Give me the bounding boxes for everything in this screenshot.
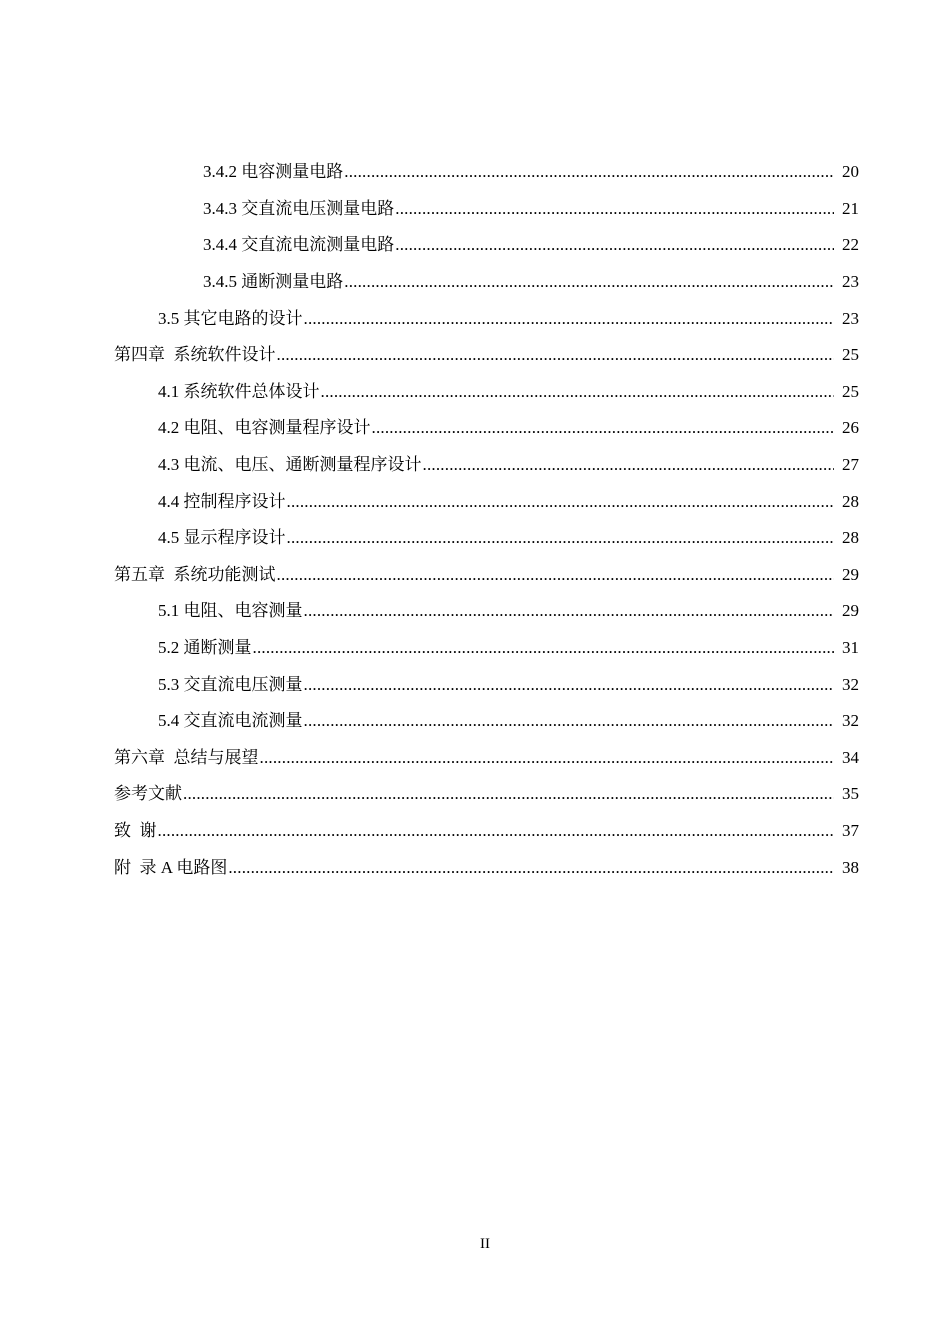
toc-entry-page-number: 31 [842,638,859,658]
toc-entry[interactable] [0,154,950,191]
toc-entry-page-number: 34 [842,747,859,767]
toc-entry-page-number: 21 [842,198,859,218]
toc-entry-title: 3.4.4 交直流电流测量电路 [203,235,395,255]
toc-entry-title: 第六章 总结与展望 [114,747,259,767]
toc-dot-leader [287,492,835,512]
toc-dot-leader [183,784,834,804]
toc-entry-title: 5.2 通断测量 [158,638,252,658]
toc-entry-title: 致 谢 [114,820,157,840]
toc-dot-leader [423,455,835,475]
toc-entry-page-number: 32 [842,711,859,731]
toc-dot-leader [228,858,834,878]
toc-entry[interactable] [0,227,950,264]
toc-dot-leader [395,235,834,255]
toc-entry-title: 3.4.2 电容测量电路 [203,162,344,182]
toc-entry-page-number: 37 [842,820,859,840]
toc-entry-page-number: 35 [842,784,859,804]
toc-entry[interactable] [0,666,950,703]
toc-chapter-entry[interactable] [0,557,950,594]
toc-entry[interactable] [0,191,950,228]
toc-dot-leader [277,565,835,585]
toc-dot-leader [253,638,835,658]
toc-dot-leader [344,162,834,182]
toc-entry-page-number: 29 [842,601,859,621]
toc-entry[interactable] [0,410,950,447]
toc-entry-title: 4.5 显示程序设计 [158,528,286,548]
toc-entry[interactable] [0,483,950,520]
toc-chapter-entry[interactable] [0,337,950,374]
table-of-contents [0,154,950,886]
toc-entry[interactable] [0,703,950,740]
toc-entry[interactable] [0,264,950,301]
toc-entry-page-number: 23 [842,308,859,328]
toc-entry-title: 5.4 交直流电流测量 [158,711,303,731]
toc-entry-page-number: 25 [842,381,859,401]
toc-chapter-entry[interactable] [0,813,950,850]
toc-entry-page-number: 27 [842,455,859,475]
toc-dot-leader [260,748,835,768]
toc-entry-title: 第四章 系统软件设计 [114,345,276,365]
toc-entry-title: 4.2 电阻、电容测量程序设计 [158,418,371,438]
toc-entry-page-number: 25 [842,345,859,365]
toc-entry-title: 3.4.5 通断测量电路 [203,272,344,292]
toc-entry-page-number: 20 [842,162,859,182]
toc-entry-title: 3.4.3 交直流电压测量电路 [203,198,395,218]
toc-entry[interactable] [0,520,950,557]
toc-entry-title: 第五章 系统功能测试 [114,564,276,584]
toc-entry[interactable] [0,630,950,667]
toc-entry-page-number: 32 [842,674,859,694]
toc-entry-page-number: 38 [842,857,859,877]
toc-dot-leader [321,382,835,402]
toc-entry[interactable] [0,447,950,484]
toc-dot-leader [158,821,835,841]
toc-entry-title: 附 录 A 电路图 [114,857,228,877]
toc-chapter-entry[interactable] [0,776,950,813]
toc-entry-page-number: 23 [842,272,859,292]
page-footer [0,1236,950,1253]
toc-chapter-entry[interactable] [0,740,950,777]
toc-entry[interactable] [0,300,950,337]
toc-entry[interactable] [0,593,950,630]
toc-chapter-entry[interactable] [0,849,950,886]
toc-dot-leader [277,345,835,365]
toc-dot-leader [304,675,835,695]
toc-entry-title: 4.1 系统软件总体设计 [158,381,320,401]
toc-entry-title: 5.3 交直流电压测量 [158,674,303,694]
toc-entry-title: 参考文献 [114,784,182,804]
toc-dot-leader [344,272,834,292]
toc-entry[interactable] [0,374,950,411]
toc-dot-leader [287,528,835,548]
toc-entry-title: 3.5 其它电路的设计 [158,308,303,328]
footer-page-number: II [480,1236,490,1252]
toc-entry-title: 5.1 电阻、电容测量 [158,601,303,621]
toc-dot-leader [304,309,835,329]
toc-entry-page-number: 22 [842,235,859,255]
toc-entry-page-number: 28 [842,491,859,511]
toc-entry-page-number: 26 [842,418,859,438]
toc-entry-title: 4.4 控制程序设计 [158,491,286,511]
toc-entry-page-number: 28 [842,528,859,548]
toc-dot-leader [372,418,835,438]
toc-dot-leader [395,199,834,219]
toc-entry-title: 4.3 电流、电压、通断测量程序设计 [158,455,422,475]
toc-dot-leader [304,601,835,621]
toc-entry-page-number: 29 [842,564,859,584]
toc-dot-leader [304,711,835,731]
